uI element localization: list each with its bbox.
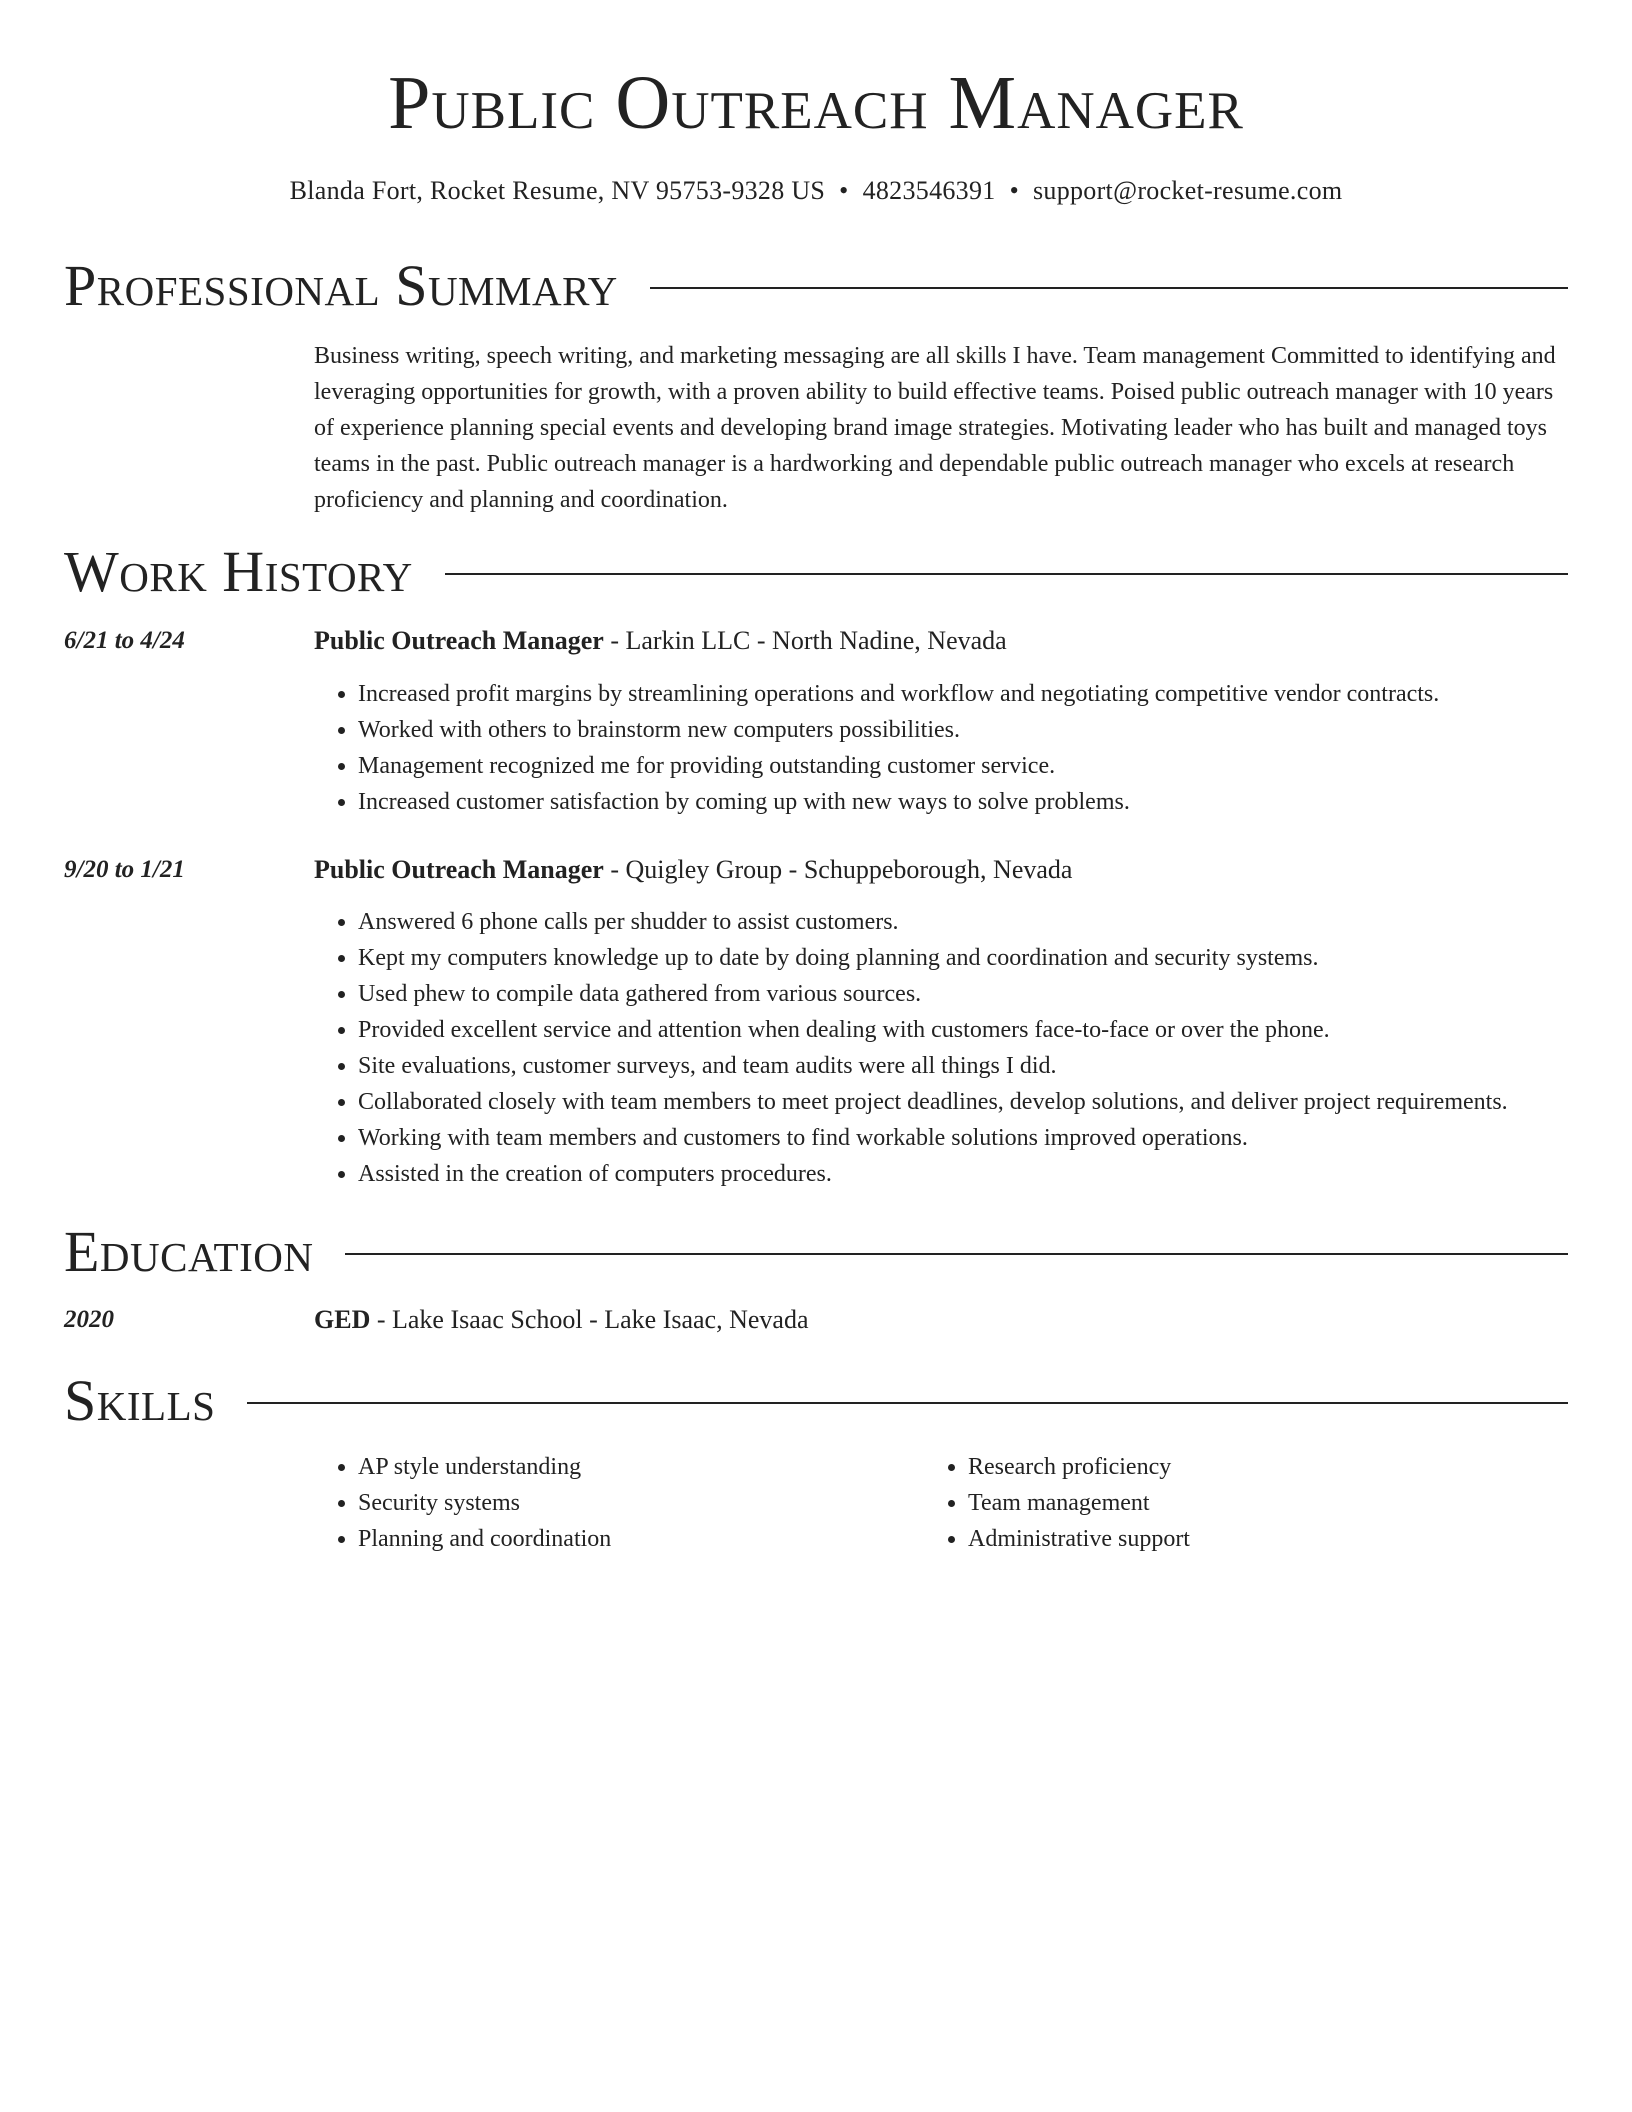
job-bullets: [314, 676, 1439, 820]
summary-text: Business writing, speech writing, and marketing messaging are all skills I have. Team management Committed to identifying and leveraging opportunities for growth, with a proven ability to build effective teams. Poised public outreach manager with 10 years of experience planning special events and developing brand image strategies. Motivating leader who has built and managed toys teams in the past. Public outreach manager is a hardworking and dependable public outreach manager who excels at research proficiency and planning and coordination.: [314, 343, 1556, 513]
education-year: 2020: [64, 1306, 114, 1333]
contact-email: support@rocket-resume.com: [1032, 176, 1343, 205]
section-divider: [345, 1253, 1568, 1255]
skills-list-right: [924, 1449, 1190, 1557]
skill-item: • Administrative support: [968, 1521, 1190, 1557]
section-divider: [247, 1402, 1568, 1404]
list-item: • Provided excellent service and attention when dealing with customers face-to-face or over the phone.: [358, 1012, 1508, 1048]
summary-section-title: Professional Summary: [64, 253, 618, 318]
skills-section-title: Skills: [64, 1368, 216, 1433]
skills-section-header: [64, 1367, 1568, 1435]
list-item: • Worked with others to brainstorm new computers possibilities.: [358, 712, 1439, 748]
work-section-header: [64, 538, 1568, 606]
skill-item: • Security systems: [358, 1485, 611, 1521]
summary-section-header: [64, 252, 1568, 320]
skill-item: • Team management: [968, 1485, 1190, 1521]
job-role: Public Outreach Manager: [314, 855, 604, 884]
section-divider: [650, 287, 1568, 289]
list-item: • Collaborated closely with team members to meet project deadlines, develop solutions, and deliver project requirements.: [358, 1084, 1508, 1120]
contact-address: Blanda Fort, Rocket Resume, NV 95753-9328 US: [289, 176, 826, 205]
list-item: • Increased profit margins by streamlining operations and workflow and negotiating competitive vendor contracts.: [358, 676, 1439, 712]
education-section-header: [64, 1218, 1568, 1286]
list-item: • Used phew to compile data gathered from various sources.: [358, 976, 1508, 1012]
resume-title: Public Outreach Manager: [388, 61, 1244, 145]
contact-separator: •: [1009, 176, 1019, 205]
skill-item: • Research proficiency: [968, 1449, 1190, 1485]
education-degree: GED: [314, 1305, 371, 1334]
list-item: • Working with team members and customers to find workable solutions improved operations.: [358, 1120, 1508, 1156]
skill-item: • Planning and coordination: [358, 1521, 611, 1557]
job-employer: - Quigley Group - Schuppeborough, Nevada: [603, 855, 1073, 884]
education-school: - Lake Isaac School - Lake Isaac, Nevada: [370, 1305, 809, 1334]
job-bullets: [314, 904, 1508, 1192]
list-item: • Assisted in the creation of computers procedures.: [358, 1156, 1508, 1192]
skill-item: • AP style understanding: [358, 1449, 611, 1485]
education-section-title: Education: [64, 1219, 314, 1284]
work-section-title: Work History: [64, 539, 413, 604]
job-header: [314, 623, 1007, 659]
list-item: • Site evaluations, customer surveys, and team audits were all things I did.: [358, 1048, 1508, 1084]
list-item: • Increased customer satisfaction by coming up with new ways to solve problems.: [358, 784, 1439, 820]
contact-line: [0, 173, 1632, 209]
list-item: • Management recognized me for providing outstanding customer service.: [358, 748, 1439, 784]
section-divider: [445, 573, 1568, 575]
list-item: • Kept my computers knowledge up to date by doing planning and coordination and security systems.: [358, 940, 1508, 976]
job-employer: - Larkin LLC - North Nadine, Nevada: [603, 626, 1007, 655]
job-header: [314, 852, 1072, 888]
education-header: [314, 1302, 809, 1338]
job-dates: 6/21 to 4/24: [64, 627, 185, 654]
job-dates: 9/20 to 1/21: [64, 856, 185, 883]
contact-phone: 4823546391: [862, 176, 996, 205]
list-item: • Answered 6 phone calls per shudder to assist customers.: [358, 904, 1508, 940]
job-role: Public Outreach Manager: [314, 626, 604, 655]
skills-list-left: [314, 1449, 611, 1557]
contact-separator: •: [839, 176, 849, 205]
